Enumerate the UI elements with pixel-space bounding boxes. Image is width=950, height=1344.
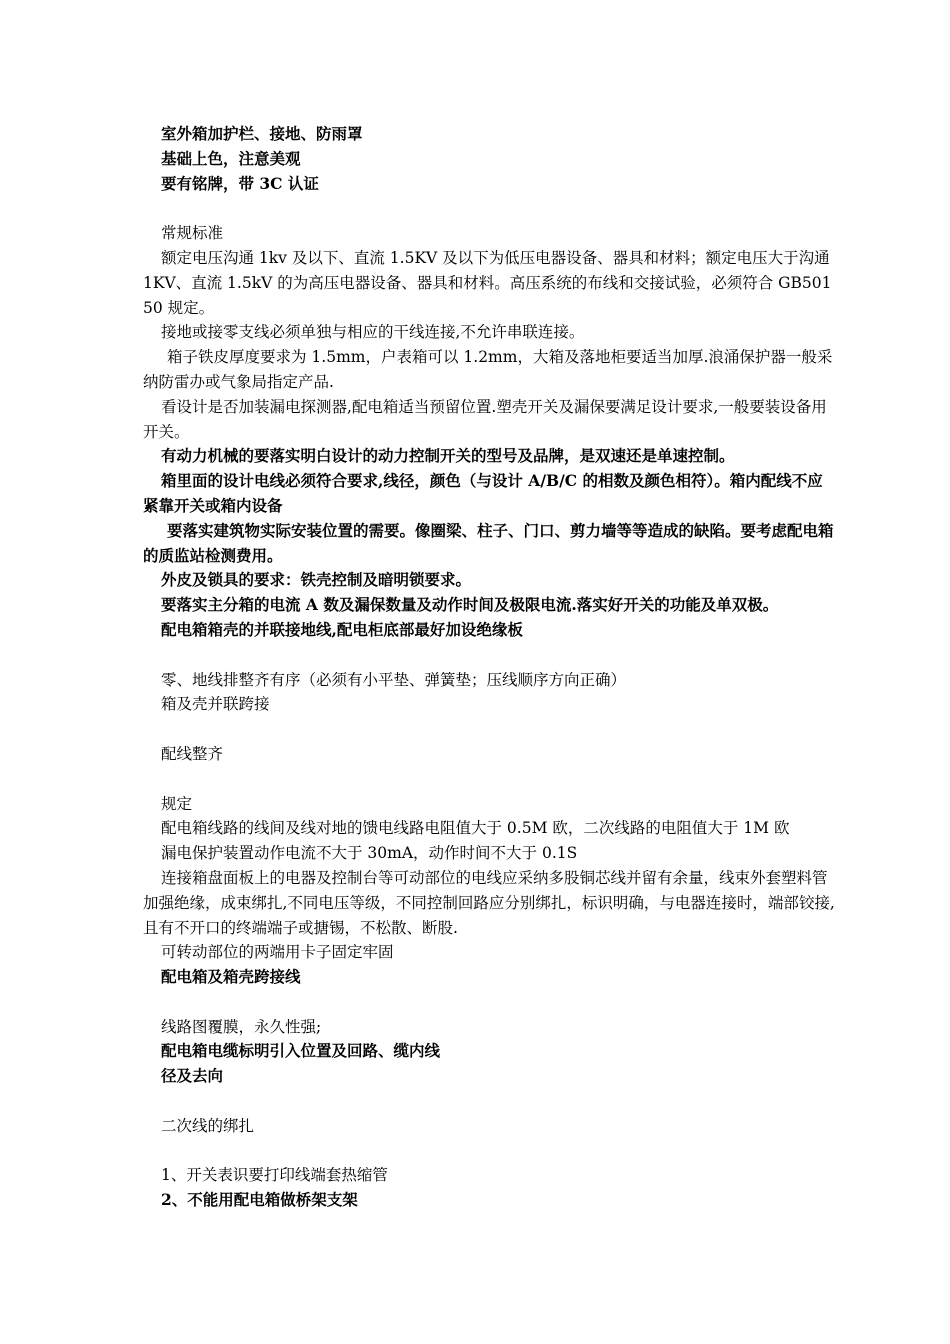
blank-line — [143, 1139, 838, 1164]
paragraph: 线路图覆膜，永久性强; — [161, 1017, 322, 1036]
paragraph: 配线整齐 — [161, 744, 224, 763]
blank-line — [143, 196, 838, 221]
paragraph: 径及去向 — [161, 1066, 224, 1086]
paragraph: 可转动部位的两端用卡子固定牢固 — [161, 943, 394, 962]
section-heading: 常规标准 — [161, 224, 224, 243]
paragraph: 外皮及锁具的要求：铁壳控制及暗明锁要求。 — [161, 570, 472, 590]
text-line: 要有铭牌，带 3C 认证 — [161, 173, 319, 193]
blank-line — [143, 767, 838, 792]
paragraph: 箱子铁皮厚度要求为 1.5mm，户表箱可以 1.2mm，大箱及落地柜要适当加厚.浪涌保护器一般采纳防雷办或气象局指定产品. — [143, 348, 833, 391]
list-item: 2、不能用配电箱做桥架支架 — [161, 1190, 358, 1210]
paragraph: 额定电压沟通 1kv 及以下、直流 1.5KV 及以下为低压电器设备、器具和材料；额定电压大于沟通 1KV、直流 1.5kV 的为高压电器设备、器具和材料。高压系统的布线和交接试验，必须符合 GB50150 规定。 — [143, 248, 832, 317]
list-item: 1、开关表识要打印线端套热缩管 — [161, 1166, 388, 1185]
paragraph: 有动力机械的要落实明白设计的动力控制开关的型号及品牌，是双速还是单速控制。 — [161, 446, 735, 466]
paragraph: 配电箱箱壳的并联接地线,配电柜底部最好加设绝缘板 — [161, 619, 523, 639]
paragraph: 零、地线排整齐有序（必须有小平垫、弹簧垫；压线顺序方向正确） — [161, 670, 627, 689]
paragraph: 配电箱及箱壳跨接线 — [161, 967, 301, 987]
text-line: 基础上色，注意美观 — [161, 148, 301, 168]
paragraph: 配电箱电缆标明引入位置及回路、缆内线 — [161, 1041, 441, 1061]
section-heading: 规定 — [161, 794, 193, 813]
paragraph: 配电箱线路的线间及线对地的馈电线路电阻值大于 0.5M 欧，二次线路的电阻值大于 1M 欧 — [161, 819, 790, 838]
document-body — [143, 122, 838, 1213]
blank-line — [143, 643, 838, 668]
blank-line — [143, 717, 838, 742]
section-heading: 二次线的绑扎 — [161, 1116, 255, 1135]
text-line: 室外箱加护栏、接地、防雨罩 — [161, 124, 363, 143]
paragraph: 箱及壳并联跨接 — [161, 695, 270, 714]
paragraph: 接地或接零支线必须单独与相应的干线连接,不允许串联连接。 — [161, 323, 585, 342]
blank-line — [143, 990, 838, 1015]
paragraph: 连接箱盘面板上的电器及控制台等可动部位的电线应采纳多股铜芯线并留有余量，线束外套塑料管加强绝缘，成束绑扎,不同电压等级，不同控制回路应分别绑扎，标识明确，与电器连接时，端部铰接,且有不开口的终端端子或搪锡，不松散、断股. — [143, 868, 835, 937]
paragraph: 箱里面的设计电线必须符合要求,线径，颜色（与设计 A/B/C 的相数及颜色相符）。箱内配线不应紧靠开关或箱内设备 — [143, 471, 823, 515]
blank-line — [143, 1089, 838, 1114]
paragraph: 要落实建筑物实际安装位置的需要。像圈梁、柱子、门口、剪力墙等等造成的缺陷。要考虑配电箱的质监站检测费用。 — [143, 520, 834, 565]
paragraph: 漏电保护装置动作电流不大于 30mA，动作时间不大于 0.1S — [161, 844, 578, 863]
paragraph: 要落实主分箱的电流 A 数及漏保数量及动作时间及极限电流.落实好开关的功能及单双极。 — [161, 595, 779, 615]
paragraph: 看设计是否加装漏电探测器,配电箱适当预留位置.塑壳开关及漏保要满足设计要求,一般要装设备用开关。 — [143, 397, 827, 441]
